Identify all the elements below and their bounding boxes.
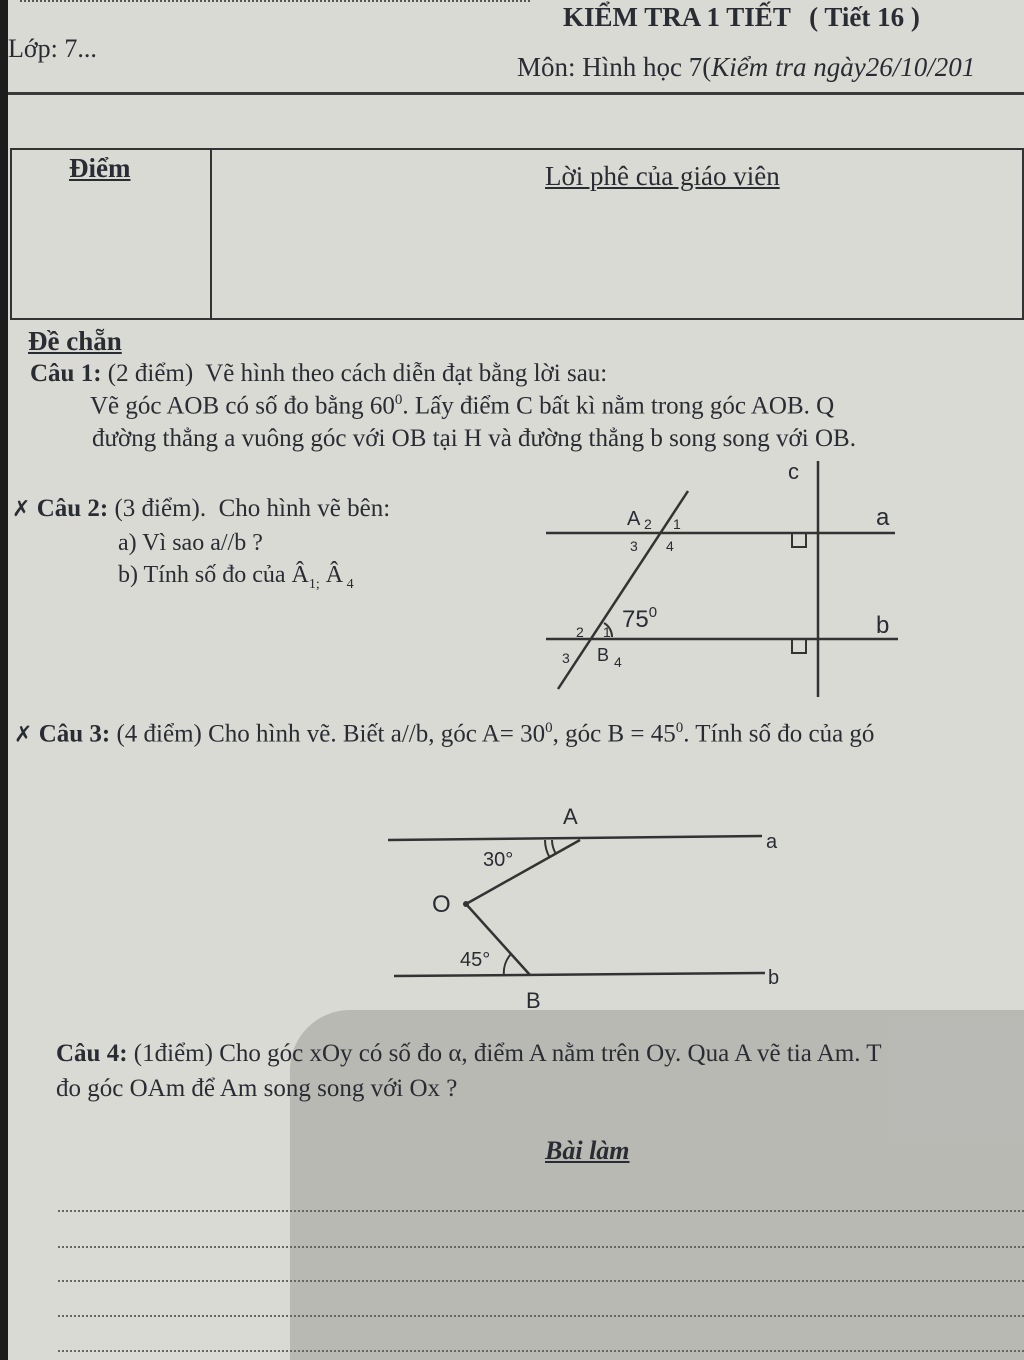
- label-b: b: [768, 967, 780, 989]
- angle-b2: 2: [576, 624, 584, 640]
- answer-line-2: [58, 1246, 1024, 1248]
- subject-line: [517, 52, 975, 83]
- q3-degree1: 0: [545, 720, 553, 736]
- q1-heading: [30, 360, 607, 388]
- q2-mark-icon: ✗: [12, 496, 31, 521]
- answer-heading: Bài làm: [545, 1136, 630, 1165]
- angle-b1: 1: [603, 624, 611, 640]
- q1-line2: đường thẳng a vuông góc với OB tại H và đường thẳng b song song với OB.: [92, 425, 856, 452]
- q4-heading: [56, 1040, 882, 1068]
- answer-line-3: [58, 1280, 1024, 1282]
- answer-line-1: [58, 1210, 1024, 1212]
- q2-points: (3 điểm).: [114, 495, 207, 522]
- angle-b4: 4: [614, 654, 622, 670]
- angle-b-value: 45°: [460, 949, 491, 971]
- q2-part-a: a) Vì sao a//b ?: [118, 530, 263, 556]
- q2-label: Câu 2:: [36, 495, 109, 522]
- label-c: c: [788, 459, 799, 484]
- q3-mark-icon: ✗: [14, 721, 33, 747]
- page-edge-shadow: [0, 0, 8, 1360]
- point-a: A: [563, 804, 578, 829]
- transversal: [558, 491, 688, 689]
- line-b: [394, 973, 765, 976]
- q1-degree: 0: [394, 392, 403, 408]
- right-angle-a: [792, 533, 806, 547]
- angle-a1: 1: [673, 516, 681, 532]
- q2-prompt: Cho hình vẽ bên:: [218, 495, 391, 522]
- label-a: a: [876, 504, 890, 531]
- q4-line2: đo góc OAm để Am song song với Ox ?: [56, 1075, 458, 1102]
- q1-line1-rest: . Lấy điểm C bất kì nằm trong góc AOB. Q: [402, 392, 835, 420]
- q1-line1: [90, 392, 834, 420]
- q2-heading: [12, 495, 390, 523]
- q2-sub2: 4: [343, 576, 354, 592]
- q1-label: Câu 1:: [30, 360, 102, 387]
- score-header: Điểm: [69, 153, 131, 183]
- comment-cell: [211, 149, 1023, 319]
- test-date: Kiểm tra ngày26/10/201: [711, 52, 976, 82]
- angle-b-arc: [504, 954, 511, 976]
- angle-a-arc-2: [545, 840, 550, 858]
- q4-points: (1điểm): [133, 1040, 213, 1067]
- point-b: B: [597, 645, 610, 665]
- angle-b3: 3: [562, 650, 570, 666]
- q1-prompt: Vẽ hình theo cách diễn đạt bằng lời sau:: [205, 360, 608, 387]
- q2-part-b: [118, 562, 354, 593]
- q3-label: Câu 3:: [38, 720, 111, 748]
- q2-part-b-text: b) Tính số đo của Â: [118, 562, 309, 588]
- line-a: [388, 836, 762, 840]
- exam-title-text: KIỂM TRA 1 TIẾT: [563, 2, 791, 32]
- q4-label: Câu 4:: [56, 1040, 128, 1067]
- header-divider: [8, 92, 1024, 95]
- point-o-dot: [463, 901, 469, 907]
- q3-figure: [380, 800, 800, 1020]
- q3-text2: , góc B = 45: [552, 720, 676, 748]
- q2-part-b-mid: Â: [319, 562, 344, 588]
- q2-figure: [540, 455, 910, 705]
- right-angle-b: [792, 639, 806, 653]
- q3-points: (4 điểm): [116, 720, 202, 748]
- q1-points: (2 điểm): [107, 360, 194, 387]
- q3-degree2: 0: [675, 720, 684, 736]
- angle-a3: 3: [630, 538, 638, 554]
- q3-text: Cho hình vẽ. Biết a//b, góc A= 30: [208, 720, 546, 748]
- exam-title: [563, 2, 920, 33]
- angle-a2: 2: [644, 516, 652, 532]
- angle-b1-value: $75^0$: [622, 604, 658, 633]
- point-o: O: [432, 891, 451, 918]
- exam-period: ( Tiết 16 ): [809, 2, 920, 32]
- comment-header: Lời phê của giáo viên: [545, 161, 780, 191]
- grade-table: [10, 148, 1024, 320]
- q3-text3: . Tính số đo của gó: [683, 720, 875, 748]
- angle-a-value: 30°: [483, 849, 514, 871]
- exam-version: Đề chẵn: [28, 326, 122, 356]
- answer-line-4: [58, 1315, 1024, 1317]
- q4-line1: Cho góc xOy có số đo α, điểm A nằm trên Oy. Qua A vẽ tia Am. T: [219, 1040, 882, 1067]
- label-b: b: [876, 612, 890, 639]
- class-label: Lớp: 7...: [8, 34, 97, 63]
- point-a: A: [627, 508, 641, 530]
- q3-heading: [14, 720, 874, 748]
- subject-text: Môn: Hình học 7(: [517, 52, 712, 82]
- q1-line1-text: Vẽ góc AOB có số đo bằng 60: [90, 392, 395, 420]
- angle-a4: 4: [666, 538, 674, 554]
- answer-line-5: [58, 1350, 1024, 1352]
- score-cell: [11, 149, 211, 319]
- q2-sub1: 1;: [308, 576, 320, 592]
- name-dotted-line: [20, 0, 530, 2]
- label-a: a: [766, 831, 778, 853]
- point-b: B: [526, 988, 541, 1013]
- angle-a-arc: [552, 840, 556, 854]
